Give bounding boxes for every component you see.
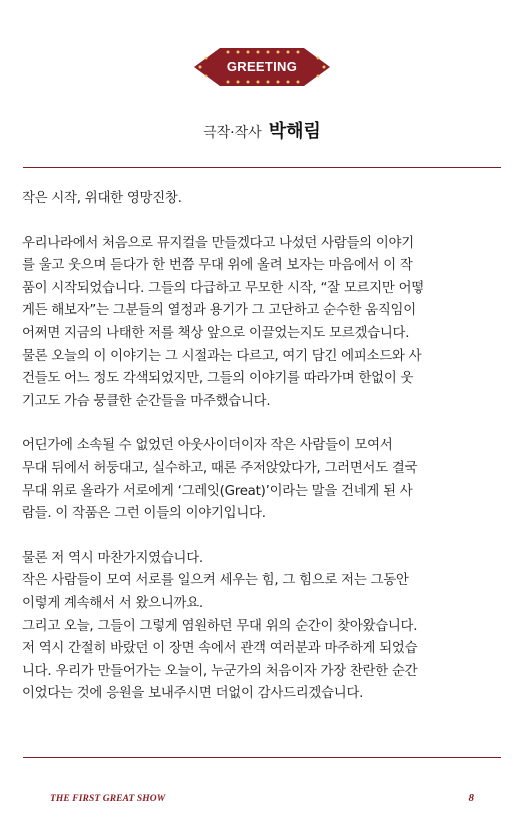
text-line: 작은 시작, 위대한 영망진창. [22, 191, 182, 206]
text-line: 이었다는 것에 응원을 보내주시면 더없이 감사드리겠습니다. [22, 686, 364, 702]
paragraph [22, 435, 504, 525]
author-role: 극작·작사 [203, 125, 262, 141]
text-line: 그리고 오늘, 그들이 그렇게 염원하던 무대 위의 순간이 찾아왔습니다. [22, 618, 418, 634]
text-line: 를 울고 웃으며 듣다가 한 번쯤 무대 위에 올려 보자는 마음에서 이 작 [22, 258, 413, 274]
text-line: 무대 뒤에서 허둥대고, 실수하고, 때론 주저앉았다가, 그러면서도 결국 [22, 460, 418, 476]
top-divider [23, 167, 501, 168]
paragraph [22, 233, 504, 414]
text-line: 품이 시작되었습니다. 그들의 다급하고 무모한 시작, “잘 모르지만 어떻 [22, 280, 424, 296]
greeting-body [22, 188, 504, 728]
text-line: 니다. 우리가 만들어가는 오늘이, 누군가의 처음이자 가장 찬란한 순간 [22, 663, 418, 679]
text-line: 저 역시 간절히 바랐던 이 장면 속에서 관객 여러분과 마주하게 되었습 [22, 641, 418, 657]
author-name: 박해림 [268, 121, 321, 142]
bottom-divider [23, 757, 501, 758]
text-line: 이렇게 계속해서 서 왔으니까요. [22, 595, 203, 611]
text-line: 물론 오늘의 이 이야기는 그 시절과는 다르고, 여기 담긴 에피소드와 사 [22, 348, 422, 364]
text-line: 무대 위로 올라가 서로에게 ‘그레잇(Great)’이라는 말을 건네게 된 사 [22, 483, 413, 499]
text-line: 건들도 어느 정도 각색되었지만, 그들의 이야기를 따라가며 한없이 웃 [22, 371, 414, 387]
paragraph [22, 188, 504, 211]
page-number: 8 [468, 792, 474, 804]
text-line: 작은 사람들이 모여 서로를 일으켜 세우는 힘, 그 힘으로 저는 그동안 [22, 573, 409, 589]
greeting-badge [194, 48, 330, 86]
paragraph [22, 548, 504, 706]
text-line: 물론 저 역시 마찬가지였습니다. [22, 550, 203, 566]
footer-show-title: THE FIRST GREAT SHOW [50, 794, 166, 804]
text-line: 람들. 이 작품은 그런 이들의 이야기입니다. [22, 506, 266, 522]
badge-label: GREETING [226, 59, 298, 74]
text-line: 게든 해보자”는 그분들의 열정과 용기가 그 고단하고 순수한 움직임이 [22, 303, 416, 319]
text-line: 우리나라에서 처음으로 뮤지컬을 만들겠다고 나섰던 사람들의 이야기 [22, 235, 414, 251]
text-line: 어딘가에 소속될 수 없었던 아웃사이더이자 작은 사람들이 모여서 [22, 438, 393, 454]
text-line: 기고도 가슴 뭉클한 순간들을 마주했습니다. [22, 393, 271, 409]
author-credit [0, 117, 524, 143]
text-line: 어쩌면 지금의 나태한 저를 책상 앞으로 이끌었는지도 모르겠습니다. [22, 325, 410, 341]
